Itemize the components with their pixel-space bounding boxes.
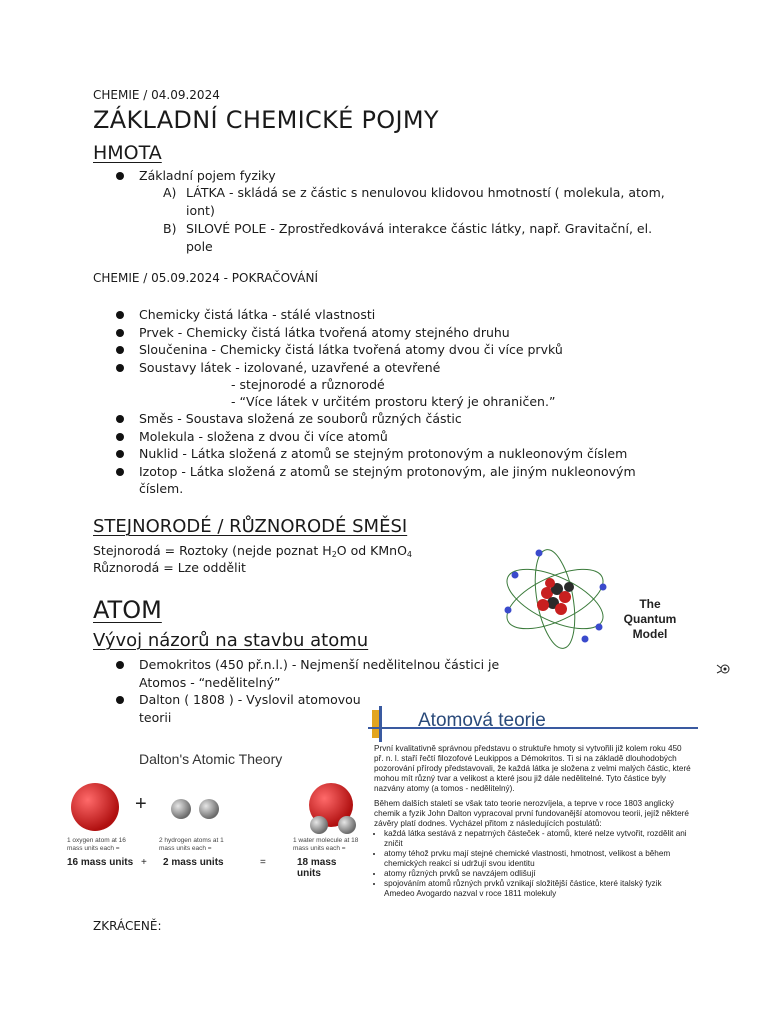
page-title: ZÁKLADNÍ CHEMICKÉ POJMY [93,106,439,134]
smesi-text-a: Stejnorodá = Roztoky (nejde poznat H [93,543,332,558]
atomova-teorie-slide [368,700,704,910]
postulate-item: • spojováním atomů různých prvků vznikají složitější částice, které italský fyzik Amedeo Avogardo nazval v roce 1811 molekuly [384,879,692,899]
smesi-line-2: Různorodá = Lze oddělit [93,560,246,575]
mass-water: 18 mass units [297,857,337,879]
date-line-2: CHEMIE / 05.09.2024 - POKRAČOVÁNÍ [93,271,318,285]
alpha-text: LÁTKA - skládá se z částic s nenulovou klidovou hmotností ( molekula, atom, [186,185,665,200]
izotop-line-1: Izotop - Látka složená z atomů se stejným protonovým, ale jiným nukleonovým [139,463,636,479]
slide-accent-2 [379,706,382,742]
subscript: 4 [406,550,413,559]
hmota-list [93,167,693,185]
slide-body [374,744,692,899]
date-line-1: CHEMIE / 04.09.2024 [93,88,220,102]
section-heading-atom: ATOM [93,596,162,624]
alpha-text-cont: iont) [186,202,215,218]
sub-line-1: - stejnorodé a různorodé [231,377,385,392]
hmota-sublist [163,184,683,255]
list-item: Soustavy látek - izolované, uzavřené a otevřené [93,359,713,377]
caption-water: 1 water molecule at 18 mass units each = [293,837,359,852]
list-item: Dalton ( 1808 ) - Vyslovil atomovou teorii [93,691,513,726]
small-figure-icon [716,660,732,679]
plus-sign: + [135,793,147,815]
postulate-item: • každá látka sestává z nepatrných částeček - atomů, které nelze vytvořit, rozdělit ani zničit [384,829,692,849]
list-item: Nuklid - Látka složená z atomů se stejným protonovým a nukleonovým číslem [93,445,713,463]
mass-equals: = [260,857,266,868]
list-item: Molekula - složena z dvou či více atomů [93,428,713,446]
hydrogen-atom-icon [199,799,219,819]
slide-postulates [374,829,692,899]
list-item: Sloučenina - Chemicky čistá látka tvořená atomy dvou či více prvků [93,341,713,359]
water-hydrogen-icon [338,816,356,834]
subheading-vyvoj: Vývoj názorů na stavbu atomu [93,630,369,651]
postulate-item: • atomy různých prvků se navzájem odlišují [384,869,692,879]
alpha-text-cont: pole [186,238,213,254]
section-heading-hmota: HMOTA [93,142,162,164]
postulate-item: • atomy téhož prvku mají stejné chemické vlastnosti, hmotnost, velikost a během chemických reakcí si udržují svou identitu [384,849,692,869]
mass-hydrogen: 2 mass units [163,857,224,868]
izotop-line-2: číslem. [139,481,184,496]
quantum-model-label: The Quantum Model [623,597,677,641]
section-heading-smesi: STEJNORODÉ / RŮZNORODÉ SMĚSI [93,516,408,537]
alpha-marker: A) [163,185,177,200]
slide-title: Atomová teorie [418,710,546,731]
smesi-text-b: O od KMnO [336,543,407,558]
list-item: Prvek - Chemicky čistá látka tvořená atomy stejného druhu [93,324,713,342]
alpha-item-b [163,220,683,255]
dalton-title: Dalton's Atomic Theory [139,751,283,767]
hydrogen-atom-icon [171,799,191,819]
list-item: Chemicky čistá látka - stálé vlastnosti [93,306,713,324]
zkracene-label: ZKRÁCENĚ: [93,919,162,933]
slide-paragraph-2: Během dalších staletí se však tato teorie nerozvíjela, a teprve v roce 1803 anglický chemik a fyzik John Dalton vypracoval první fundovanější atomovou teorii, jejíž některé závěry platí dodnes. Vycházel přitom z následujících postulátů: [374,799,689,828]
caption-oxygen: 1 oxygen atom at 16 mass units each = [67,837,126,852]
list-item: Směs - Soustava složená ze souborů různých částic [93,410,713,428]
definitions-list-2 [93,410,713,498]
dalton-atoms-diagram [57,775,362,835]
dalton-panel [57,745,362,879]
oxygen-atom-icon [71,783,119,831]
alpha-text: SILOVÉ POLE - Zprostředkovává interakce částic látky, např. Gravitační, el. [186,221,653,236]
alpha-item-a [163,184,683,219]
mass-plus: + [141,857,147,868]
quantum-model-image [495,527,705,657]
caption-hydrogen: 2 hydrogen atoms at 1 mass units each = [159,837,224,852]
mass-oxygen: 16 mass units [67,857,134,868]
list-item: Demokritos (450 př.n.l.) - Nejmenší nedělitelnou částici je Atomos - “nedělitelný” [93,656,513,691]
list-item [93,463,713,498]
water-hydrogen-icon [310,816,328,834]
list-item: Základní pojem fyziky [93,167,693,185]
definitions-list-1 [93,306,713,376]
sub-line-2: - “Více látek v určitém prostoru který je ohraničen.” [231,394,556,409]
subscript: 2 [331,550,337,559]
alpha-marker: B) [163,221,177,236]
slide-paragraph-1: První kvalitativně správnou představu o struktuře hmoty si vytvořili již kolem roku 450 př. n. l. staří řečtí filozofové Leukippos a Démokritos. Ti si na základě dlouhodobých pozorování přírody představovali, že každá látka je složena z velmi malých částic, které mohou mít různý tvar a velikost a které jsou již dále nedělitelné. Tyto částice byly nazvány atomy (a tomos - nedělitelný). [374,744,691,793]
